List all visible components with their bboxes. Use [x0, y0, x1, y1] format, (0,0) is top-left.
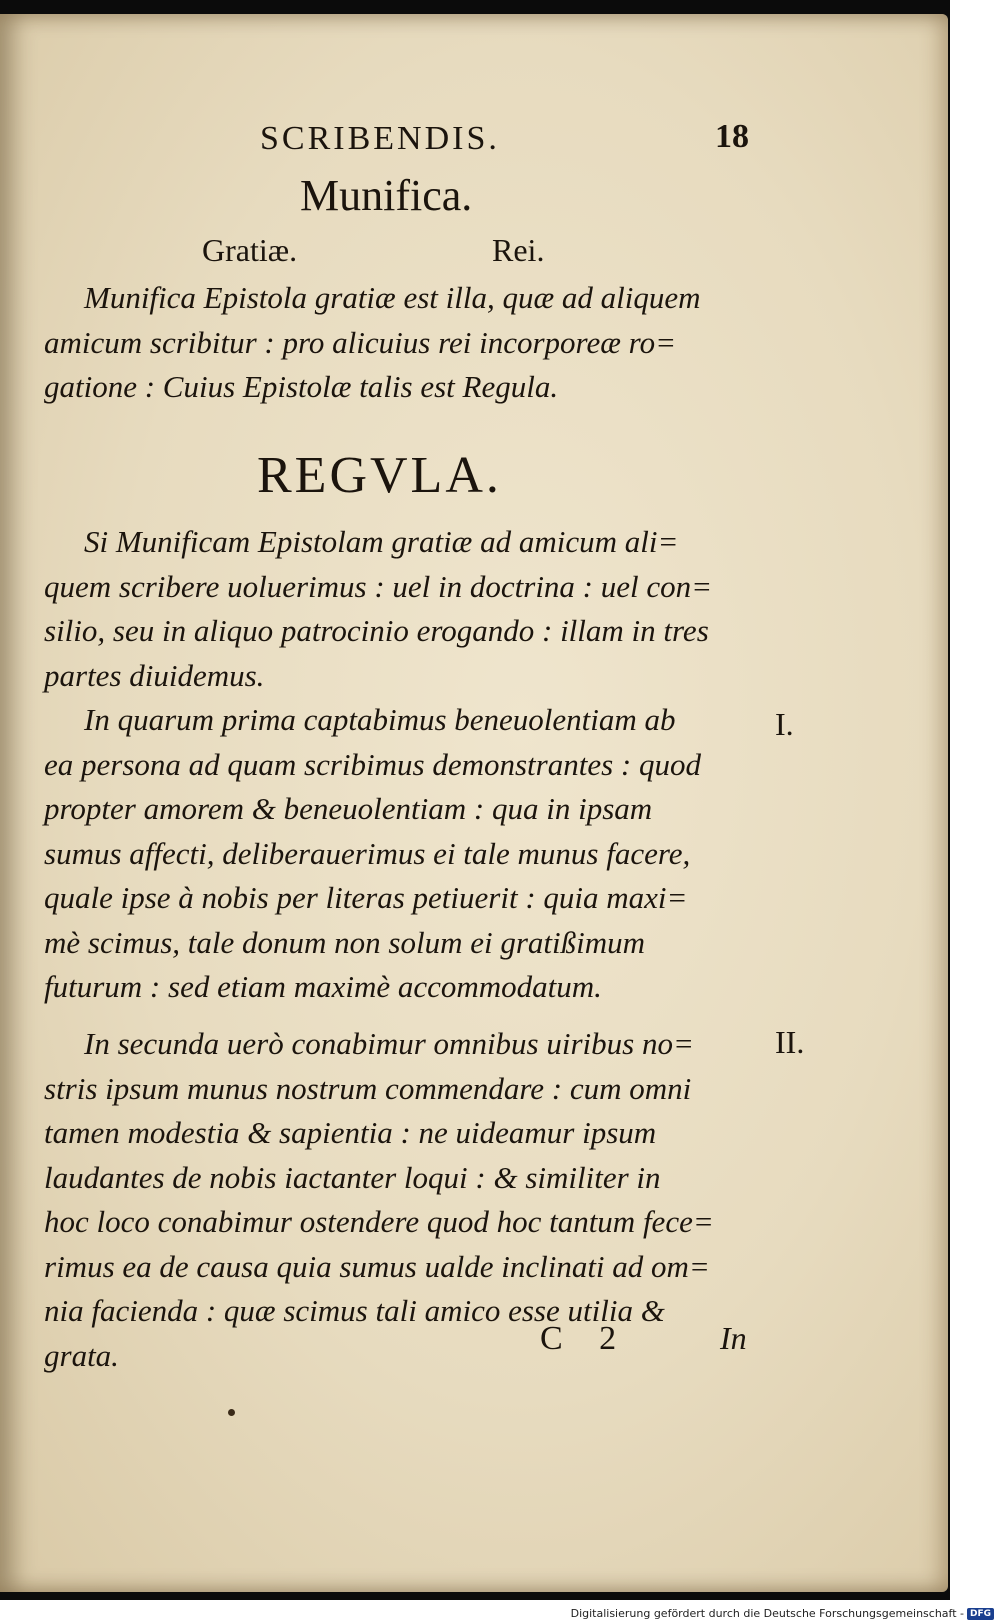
text-line: silio, seu in aliquo patrocinio erogando : illam in tres	[44, 613, 709, 648]
rule-paragraph-2	[44, 698, 701, 1010]
folio-number: 18	[715, 118, 749, 155]
text-line: hoc loco conabimur ostendere quod hoc tantum fece=	[44, 1204, 714, 1239]
text-line: sumus affecti, deliberauerimus ei tale munus facere,	[44, 835, 691, 871]
subhead-gratiae: Gratiæ.	[202, 232, 298, 268]
regula-heading: REGVLA.	[257, 447, 502, 504]
subhead-rei: Rei.	[492, 232, 545, 268]
text-line: propter amorem & beneuolentiam : qua in ipsam	[44, 791, 653, 826]
text-line: In quarum prima captabimus beneuolentiam ab	[84, 702, 676, 737]
text-line: Si Munificam Epistolam gratiæ ad amicum ali=	[84, 524, 679, 559]
signature-mark: C 2	[540, 1320, 631, 1357]
text-line: gatione : Cuius Epistolæ talis est Regula.	[44, 369, 559, 404]
margin-marker-ii: II.	[775, 1024, 805, 1060]
text-line: stris ipsum munus nostrum commendare : cum omni	[44, 1070, 692, 1106]
intro-paragraph	[44, 276, 701, 410]
text-line: amicum scribitur : pro alicuius rei incorporeæ ro=	[44, 324, 676, 360]
text-line: In secunda uerò conabimur omnibus uiribus no=	[84, 1026, 694, 1061]
text-line: futurum : sed etiam maximè accommodatum.	[44, 969, 602, 1004]
text-line: quem scribere uoluerimus : uel in doctrina : uel con=	[44, 568, 713, 604]
text-line: grata.	[44, 1337, 119, 1373]
book-page	[0, 14, 948, 1592]
text-line: rimus ea de causa quia sumus ualde inclinati ad om=	[44, 1248, 710, 1284]
running-head: SCRIBENDIS.	[260, 120, 500, 157]
text-line: laudantes de nobis iactanter loqui : & similiter in	[44, 1159, 661, 1195]
catchword: In	[720, 1320, 747, 1356]
text-line: quale ipse à nobis per literas petiuerit : quia maxi=	[44, 880, 688, 915]
section-title: Munifica.	[300, 171, 473, 220]
text-line: tamen modestia & sapientia : ne uideamur ipsum	[44, 1115, 657, 1150]
digitization-footer	[571, 1607, 994, 1620]
text-line: mè scimus, tale donum non solum ei gratißimum	[44, 924, 646, 960]
text-line: partes diuidemus.	[44, 657, 265, 693]
text-line: Munifica Epistola gratiæ est illa, quæ ad aliquem	[84, 280, 701, 315]
dfg-logo-icon: DFG	[967, 1608, 994, 1620]
ink-speck	[228, 1409, 235, 1416]
text-line: nia facienda : quæ scimus tali amico esse utilia &	[44, 1293, 665, 1328]
footer-credit: Digitalisierung gefördert durch die Deutsche Forschungsgemeinschaft -	[570, 1607, 964, 1620]
rule-paragraph-1	[44, 520, 712, 698]
margin-marker-i: I.	[775, 706, 794, 742]
text-line: ea persona ad quam scribimus demonstrantes : quod	[44, 746, 701, 782]
